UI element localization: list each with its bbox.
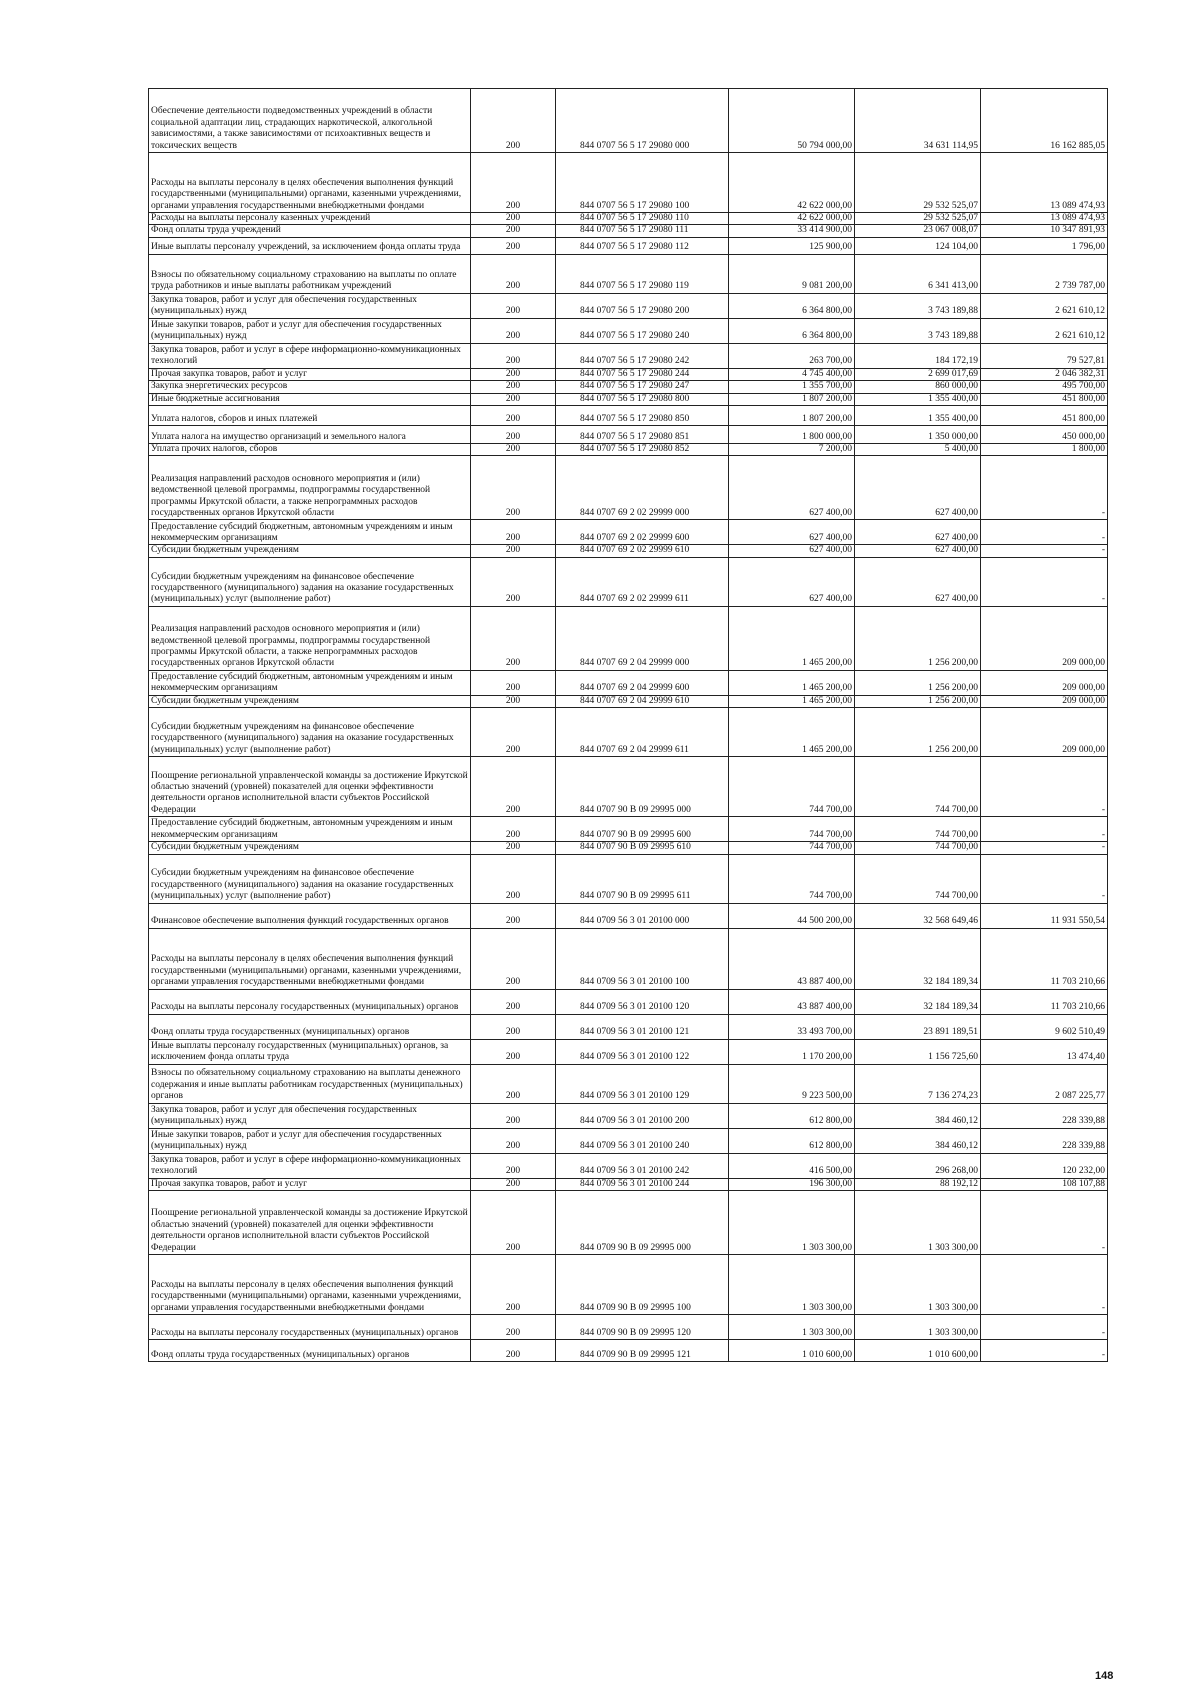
row-unexecuted-amount: -	[981, 854, 1108, 903]
table-row	[149, 1039, 1108, 1064]
row-executed-amount: 627 400,00	[855, 545, 981, 557]
row-kbk-code: 844 0707 56 5 17 29080 242	[556, 343, 729, 368]
row-kbk-code: 844 0707 69 2 04 29999 611	[556, 708, 729, 757]
row-kbk-code: 844 0709 56 3 01 20100 121	[556, 1014, 729, 1039]
row-approved-amount: 43 887 400,00	[729, 989, 855, 1014]
row-name: Иные выплаты персоналу учреждений, за исключением фонда оплаты труда	[149, 237, 471, 254]
row-approved-amount: 1 807 200,00	[729, 393, 855, 405]
row-approved-amount: 42 622 000,00	[729, 213, 855, 225]
row-executed-amount: 384 460,12	[855, 1103, 981, 1128]
row-name: Обеспечение деятельности подведомственных учреждений в области социальной адаптации лиц, страдающих наркотической, алкогольной зависимостями, а также зависимостями от психоактивных веществ и токсических веществ	[149, 89, 471, 153]
row-executed-amount: 744 700,00	[855, 757, 981, 817]
row-executed-amount: 34 631 114,95	[855, 89, 981, 153]
row-kbk-code: 844 0707 56 5 17 29080 852	[556, 444, 729, 456]
table-row	[149, 1191, 1108, 1255]
row-name: Уплата налогов, сборов и иных платежей	[149, 406, 471, 426]
row-code: 200	[471, 254, 556, 293]
row-unexecuted-amount: -	[981, 557, 1108, 606]
row-executed-amount: 7 136 274,23	[855, 1064, 981, 1103]
row-kbk-code: 844 0707 69 2 02 29999 611	[556, 557, 729, 606]
row-code: 200	[471, 842, 556, 854]
row-code: 200	[471, 817, 556, 842]
row-code: 200	[471, 1039, 556, 1064]
row-code: 200	[471, 928, 556, 989]
row-kbk-code: 844 0709 56 3 01 20100 200	[556, 1103, 729, 1128]
row-executed-amount: 1 303 300,00	[855, 1315, 981, 1340]
row-kbk-code: 844 0709 56 3 01 20100 000	[556, 903, 729, 928]
row-name: Финансовое обеспечение выполнения функций государственных органов	[149, 903, 471, 928]
row-executed-amount: 744 700,00	[855, 854, 981, 903]
row-code: 200	[471, 606, 556, 670]
row-kbk-code: 844 0707 56 5 17 29080 111	[556, 225, 729, 237]
table-row	[149, 318, 1108, 343]
table-row	[149, 842, 1108, 854]
row-kbk-code: 844 0709 56 3 01 20100 240	[556, 1128, 729, 1153]
row-executed-amount: 1 355 400,00	[855, 393, 981, 405]
row-unexecuted-amount: 209 000,00	[981, 708, 1108, 757]
row-kbk-code: 844 0709 90 В 09 29995 121	[556, 1340, 729, 1362]
row-code: 200	[471, 153, 556, 213]
row-executed-amount: 5 400,00	[855, 444, 981, 456]
row-approved-amount: 44 500 200,00	[729, 903, 855, 928]
table-row	[149, 153, 1108, 213]
row-code: 200	[471, 225, 556, 237]
row-kbk-code: 844 0707 90 В 09 29995 600	[556, 817, 729, 842]
row-code: 200	[471, 1178, 556, 1190]
row-approved-amount: 9 081 200,00	[729, 254, 855, 293]
table-row	[149, 757, 1108, 817]
row-approved-amount: 627 400,00	[729, 456, 855, 520]
row-executed-amount: 1 256 200,00	[855, 606, 981, 670]
table-row	[149, 254, 1108, 293]
row-kbk-code: 844 0707 90 В 09 29995 610	[556, 842, 729, 854]
row-executed-amount: 23 891 189,51	[855, 1014, 981, 1039]
table-row	[149, 557, 1108, 606]
row-approved-amount: 1 465 200,00	[729, 708, 855, 757]
row-approved-amount: 1 303 300,00	[729, 1191, 855, 1255]
row-approved-amount: 263 700,00	[729, 343, 855, 368]
row-unexecuted-amount: -	[981, 1191, 1108, 1255]
table-row	[149, 1128, 1108, 1153]
row-name: Расходы на выплаты персоналу государственных (муниципальных) органов	[149, 1315, 471, 1340]
row-kbk-code: 844 0707 90 В 09 29995 611	[556, 854, 729, 903]
row-name: Субсидии бюджетным учреждениям на финансовое обеспечение государственного (муниципального) задания на оказание государственных (муниципальных) услуг (выполнение работ)	[149, 557, 471, 606]
row-kbk-code: 844 0709 56 3 01 20100 242	[556, 1153, 729, 1178]
row-name: Расходы на выплаты персоналу в целях обеспечения выполнения функций государственными (муниципальными) органами, казенными учреждениями, органами управления государственными внебюджетными фондами	[149, 928, 471, 989]
row-executed-amount: 1 303 300,00	[855, 1191, 981, 1255]
row-kbk-code: 844 0707 69 2 02 29999 610	[556, 545, 729, 557]
row-code: 200	[471, 393, 556, 405]
row-approved-amount: 9 223 500,00	[729, 1064, 855, 1103]
row-code: 200	[471, 708, 556, 757]
row-name: Расходы на выплаты персоналу казенных учреждений	[149, 213, 471, 225]
row-unexecuted-amount: -	[981, 1315, 1108, 1340]
row-unexecuted-amount: 209 000,00	[981, 670, 1108, 695]
row-executed-amount: 3 743 189,88	[855, 318, 981, 343]
row-executed-amount: 29 532 525,07	[855, 153, 981, 213]
row-approved-amount: 1 465 200,00	[729, 606, 855, 670]
table-row	[149, 670, 1108, 695]
table-body	[149, 89, 1108, 1362]
row-name: Иные закупки товаров, работ и услуг для обеспечения государственных (муниципальных) нужд	[149, 318, 471, 343]
row-name: Фонд оплаты труда государственных (муниципальных) органов	[149, 1340, 471, 1362]
row-unexecuted-amount: 228 339,88	[981, 1103, 1108, 1128]
row-unexecuted-amount: -	[981, 456, 1108, 520]
row-unexecuted-amount: -	[981, 1340, 1108, 1362]
row-code: 200	[471, 903, 556, 928]
row-kbk-code: 844 0707 56 5 17 29080 851	[556, 426, 729, 444]
row-unexecuted-amount: -	[981, 842, 1108, 854]
row-approved-amount: 1 170 200,00	[729, 1039, 855, 1064]
row-executed-amount: 384 460,12	[855, 1128, 981, 1153]
row-unexecuted-amount: 495 700,00	[981, 381, 1108, 393]
row-kbk-code: 844 0709 56 3 01 20100 129	[556, 1064, 729, 1103]
row-code: 200	[471, 1255, 556, 1315]
row-unexecuted-amount: 11 931 550,54	[981, 903, 1108, 928]
row-name: Закупка энергетических ресурсов	[149, 381, 471, 393]
row-executed-amount: 32 184 189,34	[855, 989, 981, 1014]
row-code: 200	[471, 1064, 556, 1103]
row-code: 200	[471, 854, 556, 903]
row-code: 200	[471, 406, 556, 426]
row-approved-amount: 1 303 300,00	[729, 1255, 855, 1315]
row-approved-amount: 627 400,00	[729, 557, 855, 606]
row-kbk-code: 844 0707 56 5 17 29080 110	[556, 213, 729, 225]
row-code: 200	[471, 1153, 556, 1178]
row-approved-amount: 744 700,00	[729, 757, 855, 817]
row-approved-amount: 6 364 800,00	[729, 318, 855, 343]
row-code: 200	[471, 670, 556, 695]
row-executed-amount: 627 400,00	[855, 456, 981, 520]
row-unexecuted-amount: 10 347 891,93	[981, 225, 1108, 237]
table-row	[149, 213, 1108, 225]
row-executed-amount: 2 699 017,69	[855, 368, 981, 380]
row-approved-amount: 1 465 200,00	[729, 670, 855, 695]
row-executed-amount: 744 700,00	[855, 842, 981, 854]
table-row	[149, 708, 1108, 757]
row-unexecuted-amount: 79 527,81	[981, 343, 1108, 368]
row-name: Субсидии бюджетным учреждениям	[149, 842, 471, 854]
row-executed-amount: 32 184 189,34	[855, 928, 981, 989]
row-code: 200	[471, 381, 556, 393]
row-unexecuted-amount: 450 000,00	[981, 426, 1108, 444]
table-row	[149, 928, 1108, 989]
budget-report-sheet	[148, 88, 1107, 1362]
row-code: 200	[471, 1014, 556, 1039]
row-executed-amount: 860 000,00	[855, 381, 981, 393]
row-kbk-code: 844 0707 69 2 04 29999 610	[556, 695, 729, 707]
row-executed-amount: 32 568 649,46	[855, 903, 981, 928]
row-unexecuted-amount: -	[981, 1255, 1108, 1315]
row-kbk-code: 844 0709 56 3 01 20100 120	[556, 989, 729, 1014]
row-name: Закупка товаров, работ и услуг в сфере информационно-коммуникационных технологий	[149, 343, 471, 368]
row-executed-amount: 744 700,00	[855, 817, 981, 842]
row-executed-amount: 1 256 200,00	[855, 708, 981, 757]
row-name: Взносы по обязательному социальному страхованию на выплаты денежного содержания и иные выплаты работникам государственных (муниципальных) органов	[149, 1064, 471, 1103]
row-kbk-code: 844 0707 56 5 17 29080 240	[556, 318, 729, 343]
row-unexecuted-amount: 1 800,00	[981, 444, 1108, 456]
table-row	[149, 406, 1108, 426]
row-unexecuted-amount: 451 800,00	[981, 393, 1108, 405]
row-name: Взносы по обязательному социальному страхованию на выплаты по оплате труда работников и иные выплаты работникам учреждений	[149, 254, 471, 293]
row-unexecuted-amount: -	[981, 520, 1108, 545]
row-executed-amount: 3 743 189,88	[855, 293, 981, 318]
table-row	[149, 1103, 1108, 1128]
row-approved-amount: 1 465 200,00	[729, 695, 855, 707]
table-row	[149, 695, 1108, 707]
row-approved-amount: 43 887 400,00	[729, 928, 855, 989]
row-executed-amount: 627 400,00	[855, 520, 981, 545]
table-row	[149, 293, 1108, 318]
row-approved-amount: 627 400,00	[729, 520, 855, 545]
row-code: 200	[471, 89, 556, 153]
row-unexecuted-amount: -	[981, 817, 1108, 842]
row-kbk-code: 844 0709 56 3 01 20100 100	[556, 928, 729, 989]
row-code: 200	[471, 545, 556, 557]
row-unexecuted-amount: 13 089 474,93	[981, 213, 1108, 225]
row-name: Фонд оплаты труда государственных (муниципальных) органов	[149, 1014, 471, 1039]
row-executed-amount: 627 400,00	[855, 557, 981, 606]
row-kbk-code: 844 0707 56 5 17 29080 247	[556, 381, 729, 393]
row-unexecuted-amount: 108 107,88	[981, 1178, 1108, 1190]
row-kbk-code: 844 0709 90 В 09 29995 100	[556, 1255, 729, 1315]
row-name: Расходы на выплаты персоналу государственных (муниципальных) органов	[149, 989, 471, 1014]
row-kbk-code: 844 0707 90 В 09 29995 000	[556, 757, 729, 817]
row-kbk-code: 844 0709 56 3 01 20100 244	[556, 1178, 729, 1190]
row-kbk-code: 844 0709 56 3 01 20100 122	[556, 1039, 729, 1064]
row-name: Предоставление субсидий бюджетным, автономным учреждениям и иным некоммерческим организациям	[149, 670, 471, 695]
table-row	[149, 854, 1108, 903]
row-code: 200	[471, 368, 556, 380]
table-row	[149, 1340, 1108, 1362]
row-name: Прочая закупка товаров, работ и услуг	[149, 368, 471, 380]
row-kbk-code: 844 0709 90 В 09 29995 000	[556, 1191, 729, 1255]
row-unexecuted-amount: -	[981, 757, 1108, 817]
row-name: Иные выплаты персоналу государственных (муниципальных) органов, за исключением фонда оплаты труда	[149, 1039, 471, 1064]
row-executed-amount: 1 355 400,00	[855, 406, 981, 426]
row-unexecuted-amount: 16 162 885,05	[981, 89, 1108, 153]
row-unexecuted-amount: 228 339,88	[981, 1128, 1108, 1153]
row-approved-amount: 1 303 300,00	[729, 1315, 855, 1340]
row-unexecuted-amount: 451 800,00	[981, 406, 1108, 426]
row-name: Фонд оплаты труда учреждений	[149, 225, 471, 237]
row-name: Уплата налога на имущество организаций и земельного налога	[149, 426, 471, 444]
row-kbk-code: 844 0707 56 5 17 29080 119	[556, 254, 729, 293]
row-code: 200	[471, 1315, 556, 1340]
row-code: 200	[471, 1191, 556, 1255]
row-unexecuted-amount: 209 000,00	[981, 606, 1108, 670]
row-code: 200	[471, 695, 556, 707]
row-kbk-code: 844 0707 56 5 17 29080 100	[556, 153, 729, 213]
row-name: Реализация направлений расходов основного мероприятия и (или) ведомственной целевой программы, подпрограммы государственной программы Иркутской области, а также непрограммных расходов государственных органов Иркутской области	[149, 606, 471, 670]
row-unexecuted-amount: 209 000,00	[981, 695, 1108, 707]
row-code: 200	[471, 989, 556, 1014]
row-name: Расходы на выплаты персоналу в целях обеспечения выполнения функций государственными (муниципальными) органами, казенными учреждениями, органами управления государственными внебюджетными фондами	[149, 153, 471, 213]
table-row	[149, 1255, 1108, 1315]
row-approved-amount: 4 745 400,00	[729, 368, 855, 380]
table-row	[149, 89, 1108, 153]
table-row	[149, 381, 1108, 393]
row-approved-amount: 612 800,00	[729, 1103, 855, 1128]
row-name: Закупка товаров, работ и услуг в сфере информационно-коммуникационных технологий	[149, 1153, 471, 1178]
row-approved-amount: 7 200,00	[729, 444, 855, 456]
row-unexecuted-amount: 120 232,00	[981, 1153, 1108, 1178]
row-executed-amount: 29 532 525,07	[855, 213, 981, 225]
page-number: 148	[1095, 1670, 1114, 1682]
table-row	[149, 393, 1108, 405]
row-code: 200	[471, 343, 556, 368]
row-kbk-code: 844 0707 69 2 02 29999 600	[556, 520, 729, 545]
row-name: Предоставление субсидий бюджетным, автономным учреждениям и иным некоммерческим организациям	[149, 817, 471, 842]
row-name: Иные закупки товаров, работ и услуг для обеспечения государственных (муниципальных) нужд	[149, 1128, 471, 1153]
row-approved-amount: 744 700,00	[729, 817, 855, 842]
row-name: Субсидии бюджетным учреждениям	[149, 695, 471, 707]
table-row	[149, 520, 1108, 545]
table-row	[149, 225, 1108, 237]
row-kbk-code: 844 0707 56 5 17 29080 200	[556, 293, 729, 318]
row-kbk-code: 844 0709 90 В 09 29995 120	[556, 1315, 729, 1340]
row-approved-amount: 416 500,00	[729, 1153, 855, 1178]
row-unexecuted-amount: 1 796,00	[981, 237, 1108, 254]
row-name: Субсидии бюджетным учреждениям на финансовое обеспечение государственного (муниципального) задания на оказание государственных (муниципальных) услуг (выполнение работ)	[149, 708, 471, 757]
table-row	[149, 368, 1108, 380]
row-code: 200	[471, 213, 556, 225]
row-code: 200	[471, 1340, 556, 1362]
table-row	[149, 1014, 1108, 1039]
row-kbk-code: 844 0707 56 5 17 29080 000	[556, 89, 729, 153]
table-row	[149, 545, 1108, 557]
row-code: 200	[471, 444, 556, 456]
row-unexecuted-amount: 11 703 210,66	[981, 989, 1108, 1014]
row-code: 200	[471, 318, 556, 343]
row-unexecuted-amount: 2 046 382,31	[981, 368, 1108, 380]
row-unexecuted-amount: 13 474,40	[981, 1039, 1108, 1064]
row-executed-amount: 23 067 008,07	[855, 225, 981, 237]
row-code: 200	[471, 426, 556, 444]
row-unexecuted-amount: 2 087 225,77	[981, 1064, 1108, 1103]
row-approved-amount: 744 700,00	[729, 854, 855, 903]
row-unexecuted-amount: 13 089 474,93	[981, 153, 1108, 213]
row-approved-amount: 1 800 000,00	[729, 426, 855, 444]
row-name: Поощрение региональной управленческой команды за достижение Иркутской областью значений (уровней) показателей для оценки эффективности деятельности органов исполнительной власти субъектов Российской Федерации	[149, 757, 471, 817]
row-name: Поощрение региональной управленческой команды за достижение Иркутской областью значений (уровней) показателей для оценки эффективности деятельности органов исполнительной власти субъектов Российской Федерации	[149, 1191, 471, 1255]
row-name: Реализация направлений расходов основного мероприятия и (или) ведомственной целевой программы, подпрограммы государственной программы Иркутской области, а также непрограммных расходов государственных органов Иркутской области	[149, 456, 471, 520]
row-approved-amount: 627 400,00	[729, 545, 855, 557]
row-code: 200	[471, 520, 556, 545]
row-approved-amount: 33 493 700,00	[729, 1014, 855, 1039]
row-kbk-code: 844 0707 56 5 17 29080 244	[556, 368, 729, 380]
row-kbk-code: 844 0707 56 5 17 29080 850	[556, 406, 729, 426]
row-code: 200	[471, 456, 556, 520]
row-executed-amount: 6 341 413,00	[855, 254, 981, 293]
row-code: 200	[471, 1128, 556, 1153]
table-row	[149, 343, 1108, 368]
table-row	[149, 1178, 1108, 1190]
row-executed-amount: 184 172,19	[855, 343, 981, 368]
row-name: Закупка товаров, работ и услуг для обеспечения государственных (муниципальных) нужд	[149, 1103, 471, 1128]
row-executed-amount: 1 350 000,00	[855, 426, 981, 444]
row-approved-amount: 1 355 700,00	[729, 381, 855, 393]
table-row	[149, 426, 1108, 444]
table-row	[149, 1315, 1108, 1340]
table-row	[149, 1153, 1108, 1178]
row-code: 200	[471, 237, 556, 254]
table-row	[149, 237, 1108, 254]
table-row	[149, 1064, 1108, 1103]
row-name: Расходы на выплаты персоналу в целях обеспечения выполнения функций государственными (муниципальными) органами, казенными учреждениями, органами управления государственными внебюджетными фондами	[149, 1255, 471, 1315]
row-kbk-code: 844 0707 69 2 04 29999 600	[556, 670, 729, 695]
row-executed-amount: 88 192,12	[855, 1178, 981, 1190]
table-row	[149, 606, 1108, 670]
row-kbk-code: 844 0707 56 5 17 29080 112	[556, 237, 729, 254]
row-approved-amount: 6 364 800,00	[729, 293, 855, 318]
row-executed-amount: 1 010 600,00	[855, 1340, 981, 1362]
row-approved-amount: 196 300,00	[729, 1178, 855, 1190]
row-name: Субсидии бюджетным учреждениям на финансовое обеспечение государственного (муниципального) задания на оказание государственных (муниципальных) услуг (выполнение работ)	[149, 854, 471, 903]
row-approved-amount: 42 622 000,00	[729, 153, 855, 213]
row-executed-amount: 1 256 200,00	[855, 695, 981, 707]
budget-execution-table	[148, 88, 1108, 1362]
row-name: Закупка товаров, работ и услуг для обеспечения государственных (муниципальных) нужд	[149, 293, 471, 318]
row-code: 200	[471, 293, 556, 318]
row-name: Прочая закупка товаров, работ и услуг	[149, 1178, 471, 1190]
row-unexecuted-amount: 2 739 787,00	[981, 254, 1108, 293]
row-executed-amount: 1 256 200,00	[855, 670, 981, 695]
row-code: 200	[471, 1103, 556, 1128]
table-row	[149, 903, 1108, 928]
row-unexecuted-amount: 2 621 610,12	[981, 318, 1108, 343]
table-row	[149, 444, 1108, 456]
row-approved-amount: 1 807 200,00	[729, 406, 855, 426]
row-executed-amount: 124 104,00	[855, 237, 981, 254]
table-row	[149, 989, 1108, 1014]
row-approved-amount: 50 794 000,00	[729, 89, 855, 153]
row-approved-amount: 612 800,00	[729, 1128, 855, 1153]
row-executed-amount: 296 268,00	[855, 1153, 981, 1178]
row-unexecuted-amount: 2 621 610,12	[981, 293, 1108, 318]
table-row	[149, 817, 1108, 842]
row-unexecuted-amount: 11 703 210,66	[981, 928, 1108, 989]
row-name: Уплата прочих налогов, сборов	[149, 444, 471, 456]
row-approved-amount: 33 414 900,00	[729, 225, 855, 237]
row-kbk-code: 844 0707 56 5 17 29080 800	[556, 393, 729, 405]
row-name: Иные бюджетные ассигнования	[149, 393, 471, 405]
table-row	[149, 456, 1108, 520]
row-kbk-code: 844 0707 69 2 04 29999 000	[556, 606, 729, 670]
row-unexecuted-amount: -	[981, 545, 1108, 557]
row-approved-amount: 125 900,00	[729, 237, 855, 254]
row-code: 200	[471, 757, 556, 817]
row-code: 200	[471, 557, 556, 606]
row-approved-amount: 744 700,00	[729, 842, 855, 854]
row-executed-amount: 1 303 300,00	[855, 1255, 981, 1315]
row-name: Предоставление субсидий бюджетным, автономным учреждениям и иным некоммерческим организациям	[149, 520, 471, 545]
row-approved-amount: 1 010 600,00	[729, 1340, 855, 1362]
row-executed-amount: 1 156 725,60	[855, 1039, 981, 1064]
row-unexecuted-amount: 9 602 510,49	[981, 1014, 1108, 1039]
row-kbk-code: 844 0707 69 2 02 29999 000	[556, 456, 729, 520]
row-name: Субсидии бюджетным учреждениям	[149, 545, 471, 557]
